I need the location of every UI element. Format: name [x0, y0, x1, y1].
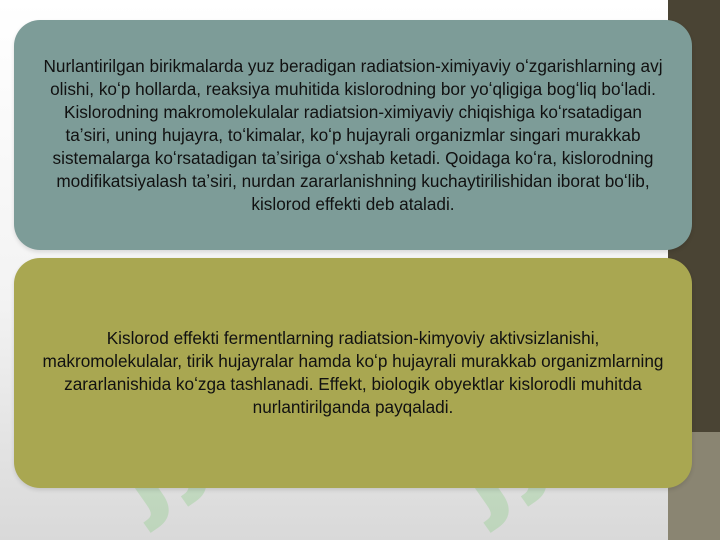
text-card-bottom	[14, 258, 692, 488]
bottom-card-text: Kislorod effekti fermentlarning radiatsion-kimyoviy aktivsizlanishi, makromolekulalar, tirik hujayralar hamda koʻp hujayrali murakkab organizmlarning zararlanishida koʻzga tashlanadi. Effekt, biologik obyektlar kislorodli muhitda nurlantirilganda payqaladi.	[42, 328, 664, 417]
top-card-text: Nurlantirilgan birikmalarda yuz beradigan radiatsion-ximiyaviy oʻzgarishlarning avj olishi, koʻp hollarda, reaksiya muhitida kislorodning bor yoʻqligiga bogʻliq boʻladi. Kislorodning makromolekulalar radiatsion-ximiyaviy chiqishiga koʻrsatadigan taʼsiri, uning hujayra, toʻkimalar, koʻp hujayrali organizmlar singari murakkab sistemalarga koʻrsatadigan taʼsiriga oʻxshab ketadi. Qoidaga koʻra, kislorodning modifikatsiyalash taʼsiri, nurdan zararlanishning kuchaytirilishidan iborat boʻlib, kislorod effekti deb ataladi.	[43, 55, 663, 214]
text-card-top	[14, 20, 692, 250]
